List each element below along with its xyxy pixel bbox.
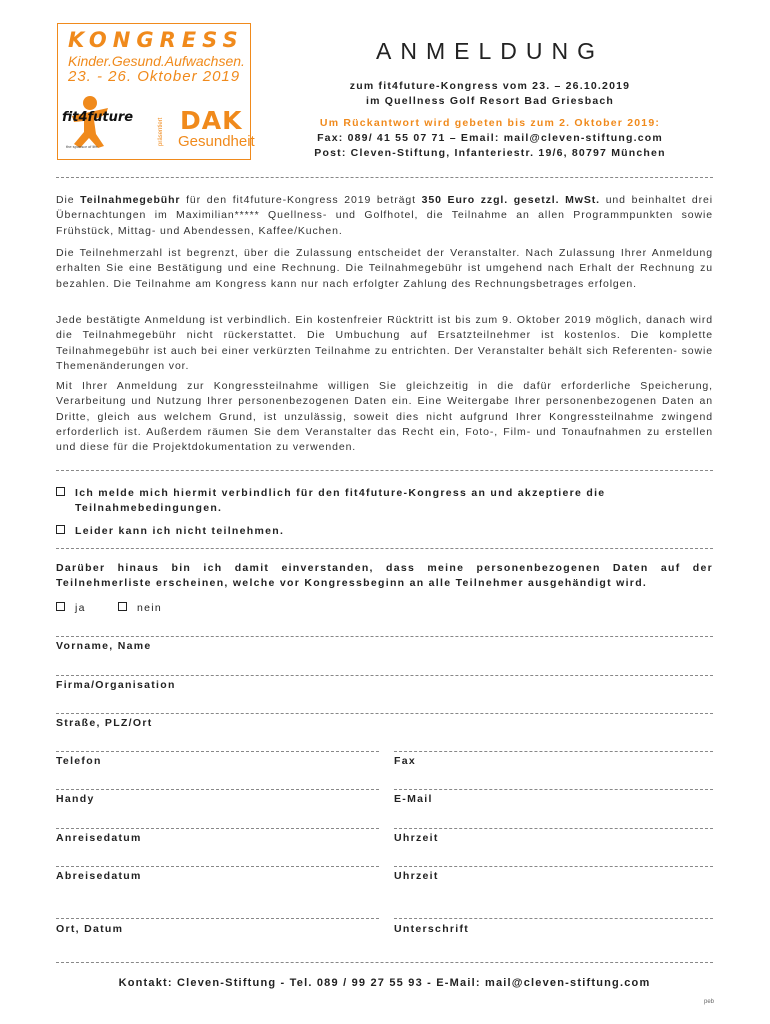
address-label: Straße, PLZ/Ort [56, 717, 153, 729]
document-mark: peb [703, 999, 714, 1005]
fee-amount: 350 Euro zzgl. gesetzl. MwSt. [421, 194, 600, 206]
reply-deadline: Um Rückantwort wird gebeten bis zum 2. Oktober 2019: [319, 117, 661, 129]
decline-checkbox[interactable] [56, 525, 65, 534]
dak-logo [156, 106, 255, 154]
fax-label: Fax [394, 755, 416, 767]
fee-text-a: Die [56, 194, 81, 206]
arrival-date-label: Anreisedatum [56, 832, 142, 844]
yes-checkbox[interactable] [56, 602, 65, 611]
signature-label: Unterschrift [394, 923, 470, 935]
event-line: zum fit4future-Kongress vom 23. – 26.10.2019 [349, 80, 631, 92]
departure-time-label: Uhrzeit [394, 870, 439, 882]
email-input[interactable] [394, 789, 713, 790]
divider [56, 470, 713, 471]
no-label: nein [137, 602, 163, 614]
divider [56, 548, 713, 549]
departure-time-input[interactable] [394, 866, 713, 867]
dak-subtitle: Gesundheit [178, 133, 255, 150]
arrival-date-input[interactable] [56, 828, 379, 829]
postal-address: Post: Cleven-Stiftung, Infanteriestr. 19/6, 80797 München [314, 147, 666, 159]
mobile-input[interactable] [56, 789, 379, 790]
decline-option[interactable] [56, 524, 284, 539]
fee-paragraph [56, 193, 713, 239]
place-date-label: Ort, Datum [56, 923, 124, 935]
company-label: Firma/Organisation [56, 679, 176, 691]
arrival-time-input[interactable] [394, 828, 713, 829]
email-label: E-Mail [394, 793, 433, 805]
consent-yes-option[interactable] [56, 601, 86, 616]
address-input[interactable] [56, 713, 713, 714]
consent-text: Darüber hinaus bin ich damit einverstanden, dass meine personenbezogenen Daten auf der Teilnehmerliste erscheinen, welche vor Kongressbeginn an alle Teilnehmer ausgehändigt wird. [56, 562, 713, 589]
divider [56, 177, 713, 178]
mobile-label: Handy [56, 793, 95, 805]
phone-input[interactable] [56, 751, 379, 752]
congress-logo [57, 23, 255, 160]
departure-date-label: Abreisedatum [56, 870, 142, 882]
consent-no-option[interactable] [118, 601, 162, 616]
fee-label: Teilnahmegebühr [80, 194, 181, 206]
register-checkbox[interactable] [56, 487, 65, 496]
page-title: ANMELDUNG [376, 38, 604, 64]
svg-text:präsentiert: präsentiert [158, 117, 164, 146]
departure-date-input[interactable] [56, 866, 379, 867]
fee-text-b: für den fit4future-Kongress 2019 beträgt [180, 194, 422, 206]
logo-dates: 23. - 26. Oktober 2019 [68, 68, 241, 85]
logo-title: KONGRESS [68, 28, 244, 52]
fit4future-tagline: the sponsor of life [66, 144, 98, 149]
arrival-time-label: Uhrzeit [394, 832, 439, 844]
fit4future-brand: fit4future [62, 110, 134, 125]
footer-contact: Kontakt: Cleven-Stiftung - Tel. 089 / 99 27 55 93 - E-Mail: mail@cleven-stiftung.com [118, 977, 651, 989]
phone-label: Telefon [56, 755, 102, 767]
signature-input[interactable] [394, 918, 713, 919]
divider [56, 962, 713, 963]
fax-email-line: Fax: 089/ 41 55 07 71 – Email: mail@cleven-stiftung.com [317, 132, 663, 144]
no-checkbox[interactable] [118, 602, 127, 611]
admission-paragraph: Die Teilnehmerzahl ist begrenzt, über die Zulassung entscheidet der Veranstalter. Nach Zulassung Ihrer Anmeldung erhalten Sie eine Bestätigung und eine Rechnung. Die Teilnahmegebühr ist umgehend nach Erhalt der Rechnung zu bezahlen. Die Teilnahme am Kongress kann nur nach erfolgter Zahlung des Rechnungsbetrages erfolgen. [56, 247, 713, 290]
logo-subtitle: Kinder.Gesund.Aufwachsen. [68, 53, 245, 69]
decline-text: Leider kann ich nicht teilnehmen. [75, 525, 285, 537]
name-input[interactable] [56, 636, 713, 637]
privacy-paragraph: Mit Ihrer Anmeldung zur Kongressteilnahme willigen Sie gleichzeitig in die dafür erforderliche Speicherung, Verarbeitung und Nutzung Ihrer personenbezogenen Daten ein. Eine Weitergabe Ihrer personenbezogenen Daten an Dritte, gleich aus welchem Grund, ist unzulässig, soweit dies nicht aufgrund Ihrer Kongressteilnahme zwingend erforderlich ist. Außerdem räumen Sie dem Veranstalter das Recht ein, Foto-, Film- und Tonaufnahmen zu erstellen und diese für die Projektdokumentation zu verwenden. [56, 380, 713, 454]
dak-brand: DAK [180, 106, 243, 135]
venue-line: im Quellness Golf Resort Bad Griesbach [365, 95, 615, 107]
yes-label: ja [75, 602, 86, 614]
company-input[interactable] [56, 675, 713, 676]
name-label: Vorname, Name [56, 640, 152, 652]
place-date-input[interactable] [56, 918, 379, 919]
presented-by-mark [156, 108, 178, 148]
fax-input[interactable] [394, 751, 713, 752]
register-text: Ich melde mich hiermit verbindlich für den fit4future-Kongress an und akzeptiere die Teilnahmebedingungen. [75, 487, 606, 514]
fee-text-c: und beinhaltet drei Übernachtungen im Maximilian***** Quellness- und Golfhotel, die Teilnahme an allen Programmpunkten sowie Frühstück, Mittag- und Abendessen, Kaffee/Kuchen. [56, 194, 713, 237]
register-option[interactable] [56, 486, 713, 516]
cancellation-paragraph: Jede bestätigte Anmeldung ist verbindlich. Ein kostenfreier Rücktritt ist bis zum 9. Oktober 2019 möglich, danach wird die Teilnahmegebühr nicht rückerstattet. Die Umbuchung auf Ersatzteilnehmer ist kostenlos. Die komplette Teilnahmegebühr ist auch bei einer verkürzten Teilnahme zu entrichten. Der Veranstalter behält sich Referenten- sowie Themenänderungen vor. [56, 314, 713, 372]
